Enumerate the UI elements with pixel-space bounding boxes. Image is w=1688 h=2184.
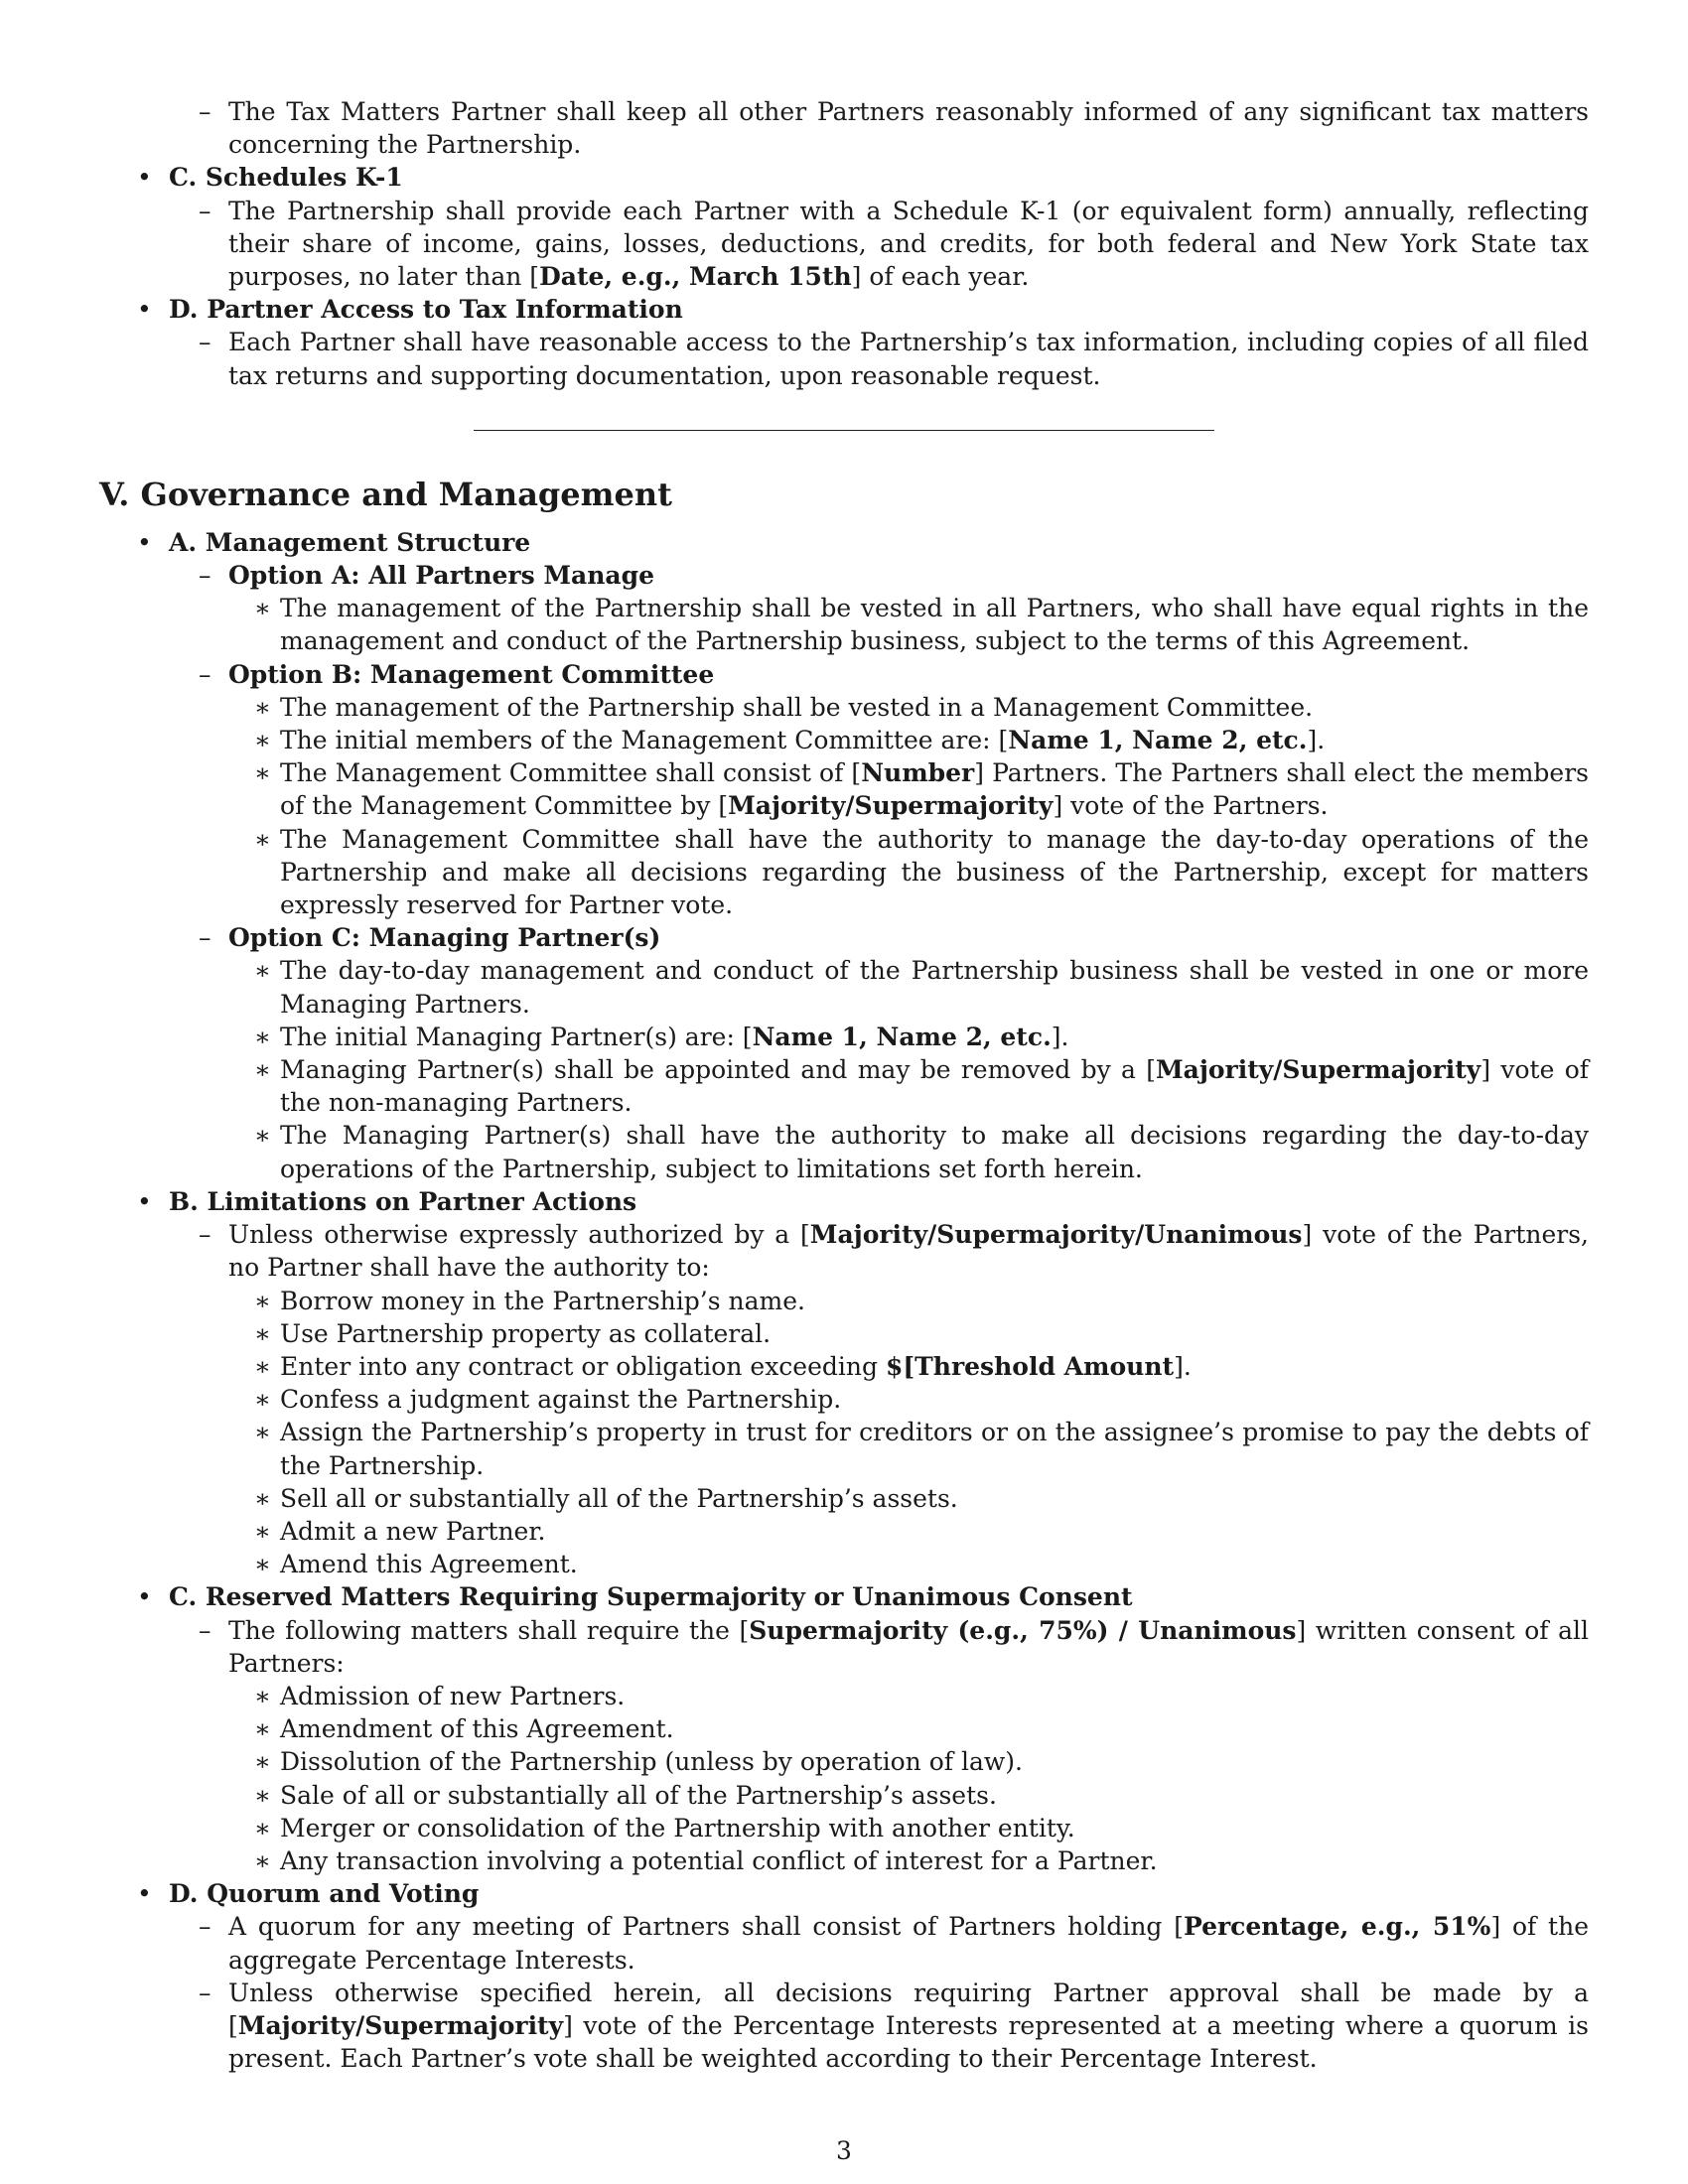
limitation-item: ∗ Assign the Partnership’s property in trust for creditors or on the assignee’s promise to pay the debts of the Partnership.: [228, 1416, 1589, 1481]
tax-sections-list: [99, 161, 1589, 391]
quorum-item: – A quorum for any meeting of Partners shall consist of Partners holding [Percentage, e.g., 51%] of the aggregate Percentage Interests.: [169, 1910, 1589, 1976]
tax-access-item: – Each Partner shall have reasonable access to the Partnership’s tax information, including copies of all filed tax returns and supporting documentation, upon reasonable request.: [169, 326, 1589, 391]
tax-matters-partner-item: – The Tax Matters Partner shall keep all other Partners reasonably informed of any significant tax matters concerning the Partnership.: [169, 95, 1589, 161]
limitation-item: ∗ Enter into any contract or obligation exceeding $[Threshold Amount].: [228, 1350, 1589, 1383]
reserved-matters-section: [99, 1580, 1589, 1877]
limitations-heading: B. Limitations on Partner Actions: [169, 1186, 637, 1216]
option-a: [169, 559, 1589, 658]
option-b: [169, 658, 1589, 922]
option-b-item: ∗ The initial members of the Management Committee are: [Name 1, Name 2, etc.].: [228, 724, 1589, 756]
option-b-item: ∗ The Management Committee shall have the authority to manage the day-to-day operations of the Partnership and make all decisions regarding the business of the Partnership, except for matters expressly reserved for Partner vote.: [228, 823, 1589, 922]
limitation-item: ∗ Amend this Agreement.: [228, 1548, 1589, 1580]
reserved-matter-item: ∗ Admission of new Partners.: [228, 1680, 1589, 1712]
reserved-matter-item: ∗ Amendment of this Agreement.: [228, 1712, 1589, 1745]
reserved-matters-intro: – The following matters shall require the [Supermajority (e.g., 75%) / Unanimous] written consent of all Partners: ∗ Admission of new Partners. ∗ Amendment of this Agreement. ∗ Dissolution of the Partnership (unless by operation of law). ∗ Sale of all or substantially all of the Partnership’s assets. ∗ Merger or consolidation of the Partnership with another entity. ∗ Any transaction involving a potential conflict of interest for a Partner.: [169, 1614, 1589, 1878]
option-a-item: ∗ The management of the Partnership shall be vested in all Partners, who shall have equal rights in the management and conduct of the Partnership business, subject to the terms of this Agreement.: [228, 592, 1589, 657]
schedules-k1-item: – The Partnership shall provide each Partner with a Schedule K-1 (or equivalent form) annually, reflecting their share of income, gains, losses, deductions, and credits, for both federal and New York State tax purposes, no later than [Date, e.g., March 15th] of each year.: [169, 195, 1589, 294]
option-b-item: ∗ The management of the Partnership shall be vested in a Management Committee.: [228, 691, 1589, 724]
schedules-k1-heading: C. Schedules K-1: [169, 163, 403, 193]
reserved-matter-item: ∗ Any transaction involving a potential conflict of interest for a Partner.: [228, 1844, 1589, 1877]
option-c-heading: Option C: Managing Partner(s): [228, 923, 661, 953]
reserved-matter-item: ∗ Sale of all or substantially all of the Partnership’s assets.: [228, 1779, 1589, 1812]
tax-access-section: [99, 293, 1589, 392]
management-structure-heading: A. Management Structure: [169, 527, 531, 557]
reserved-matters-heading: C. Reserved Matters Requiring Supermajority or Unanimous Consent: [169, 1582, 1133, 1612]
quorum-voting-heading: D. Quorum and Voting: [169, 1879, 480, 1909]
section-divider: [474, 430, 1214, 431]
option-a-heading: Option A: All Partners Manage: [228, 561, 654, 591]
option-c: [169, 921, 1589, 1185]
tax-access-heading: D. Partner Access to Tax Information: [169, 295, 683, 325]
limitations-section: [99, 1185, 1589, 1580]
governance-list: [99, 526, 1589, 2076]
page-number: 3: [836, 2136, 852, 2165]
option-c-item: ∗ The Managing Partner(s) shall have the authority to make all decisions regarding the day-to-day operations of the Partnership, subject to limitations set forth herein.: [228, 1119, 1589, 1184]
option-b-item: ∗ The Management Committee shall consist of [Number] Partners. The Partners shall elect the members of the Management Committee by [Majority/Supermajority] vote of the Partners.: [228, 756, 1589, 822]
limitation-item: ∗ Sell all or substantially all of the Partnership’s assets.: [228, 1482, 1589, 1515]
limitation-item: ∗ Borrow money in the Partnership’s name.: [228, 1285, 1589, 1317]
quorum-voting-section: [99, 1877, 1589, 2075]
limitation-item: ∗ Use Partnership property as collateral.: [228, 1317, 1589, 1350]
option-b-heading: Option B: Management Committee: [228, 659, 715, 689]
option-c-item: ∗ Managing Partner(s) shall be appointed and may be removed by a [Majority/Supermajority] vote of the non-managing Partners.: [228, 1053, 1589, 1119]
tax-matters-partner-list: [169, 95, 1589, 161]
management-structure-section: [99, 526, 1589, 1185]
voting-item: – Unless otherwise specified herein, all decisions requiring Partner approval shall be made by a [Majority/Supermajority] vote of the Percentage Interests represented at a meeting where a quorum is present. Each Partner’s vote shall be weighted according to their Percentage Interest.: [169, 1977, 1589, 2076]
option-c-item: ∗ The initial Managing Partner(s) are: [Name 1, Name 2, etc.].: [228, 1021, 1589, 1053]
limitation-item: ∗ Confess a judgment against the Partnership.: [228, 1383, 1589, 1416]
option-c-item: ∗ The day-to-day management and conduct of the Partnership business shall be vested in one or more Managing Partners.: [228, 954, 1589, 1020]
limitations-intro: – Unless otherwise expressly authorized by a [Majority/Supermajority/Unanimous] vote of the Partners, no Partner shall have the authority to: ∗ Borrow money in the Partnership’s name. ∗ Use Partnership property as collateral. ∗ Enter into any contract or obligation exceeding $[Threshold Amount]. ∗ Confess a judgment against the Partnership. ∗ Assign the Partnership’s property in trust for creditors or on the assignee’s promise to pay the debts of the Partnership. ∗ Sell all or substantially all of the Partnership’s assets. ∗ Admit a new Partner. ∗ Amend this Agreement.: [169, 1218, 1589, 1580]
schedules-k1-section: [99, 161, 1589, 293]
limitation-item: ∗ Admit a new Partner.: [228, 1515, 1589, 1548]
reserved-matter-item: ∗ Dissolution of the Partnership (unless by operation of law).: [228, 1745, 1589, 1778]
section-v-title: V. Governance and Management: [99, 475, 672, 513]
reserved-matter-item: ∗ Merger or consolidation of the Partnership with another entity.: [228, 1812, 1589, 1844]
